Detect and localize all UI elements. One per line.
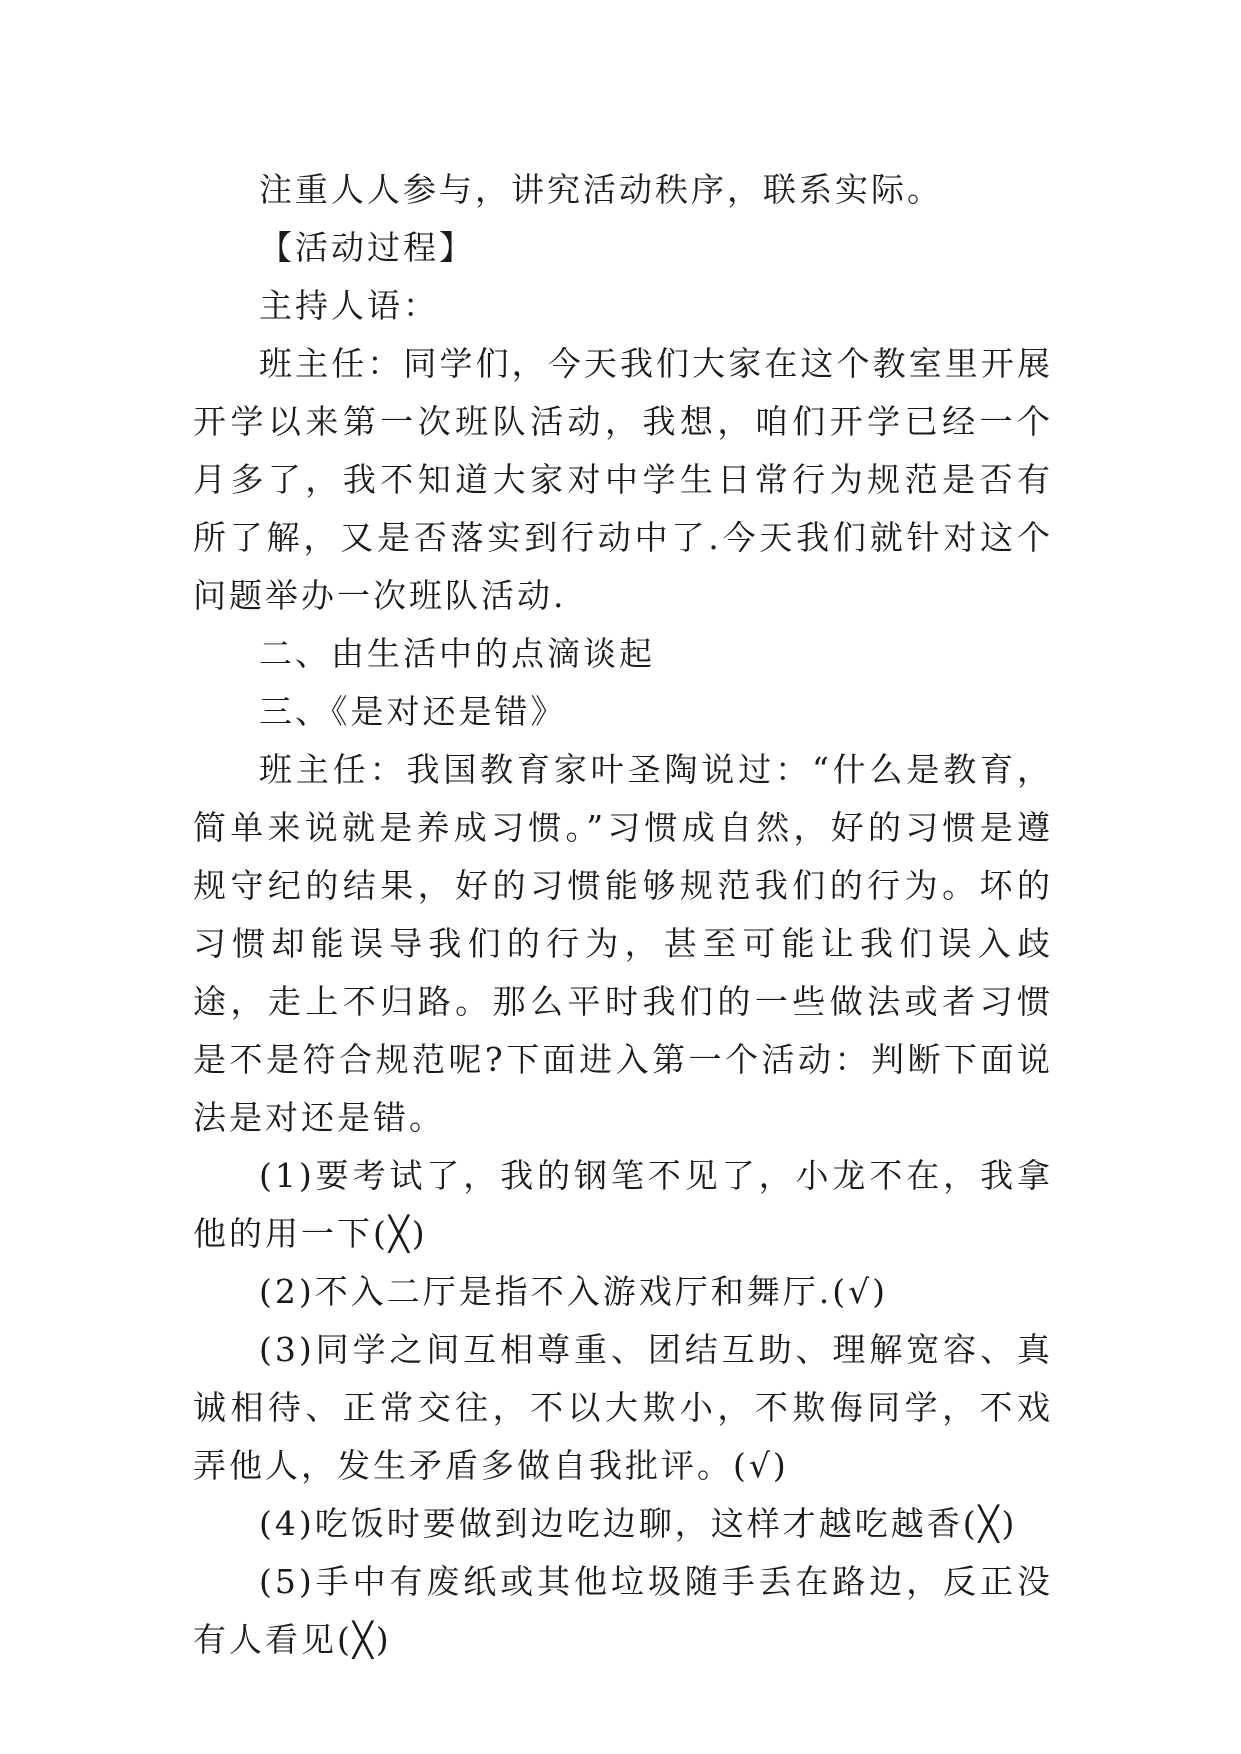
paragraph-teacher-quote: 班主任：我国教育家叶圣陶说过：“什么是教育，简单来说就是养成习惯。”习惯成自然，好的习惯是遵规守纪的结果，好的习惯能够规范我们的行为。坏的习惯却能误导我们的行为，甚至可能让我们误入歧途，走上不归路。那么平时我们的一些做法或者习惯是不是符合规范呢?下面进入第一个活动：判断下面说法是对还是错。 [193, 750, 1053, 1137]
paragraph-teacher-opening: 班主任：同学们，今天我们大家在这个教室里开展开学以来第一次班队活动，我想，咱们开学已经一个月多了，我不知道大家对中学生日常行为规范是否有所了解，又是否落实到行动中了.今天我们就针对这个问题举办一次班队活动. [193, 344, 1053, 615]
list-item-1: (1)要考试了，我的钢笔不见了，小龙不在，我拿他的用一下(╳) [193, 1156, 1053, 1253]
list-item-5: (5)手中有废纸或其他垃圾随手丢在路边，反正没有人看见(╳) [193, 1562, 1053, 1659]
list-item-2: (2)不入二厅是指不入游戏厅和舞厅.(√) [259, 1272, 889, 1311]
paragraph-intro: 注重人人参与，讲究活动秩序，联系实际。 [259, 170, 943, 209]
list-item-3: (3)同学之间互相尊重、团结互助、理解宽容、真诚相待、正常交往，不以大欺小，不欺侮同学，不戏弄他人，发生矛盾多做自我批评。(√) [193, 1330, 1053, 1485]
section-heading-activity-process: 【活动过程】 [259, 228, 475, 267]
section-heading-two: 二、由生活中的点滴谈起 [259, 634, 655, 673]
host-speech-label: 主持人语： [259, 286, 439, 325]
section-heading-three: 三、《是对还是错》 [259, 692, 567, 731]
document-body [193, 161, 1053, 1669]
list-item-4: (4)吃饭时要做到边吃边聊，这样才越吃越香(╳) [259, 1504, 1018, 1543]
